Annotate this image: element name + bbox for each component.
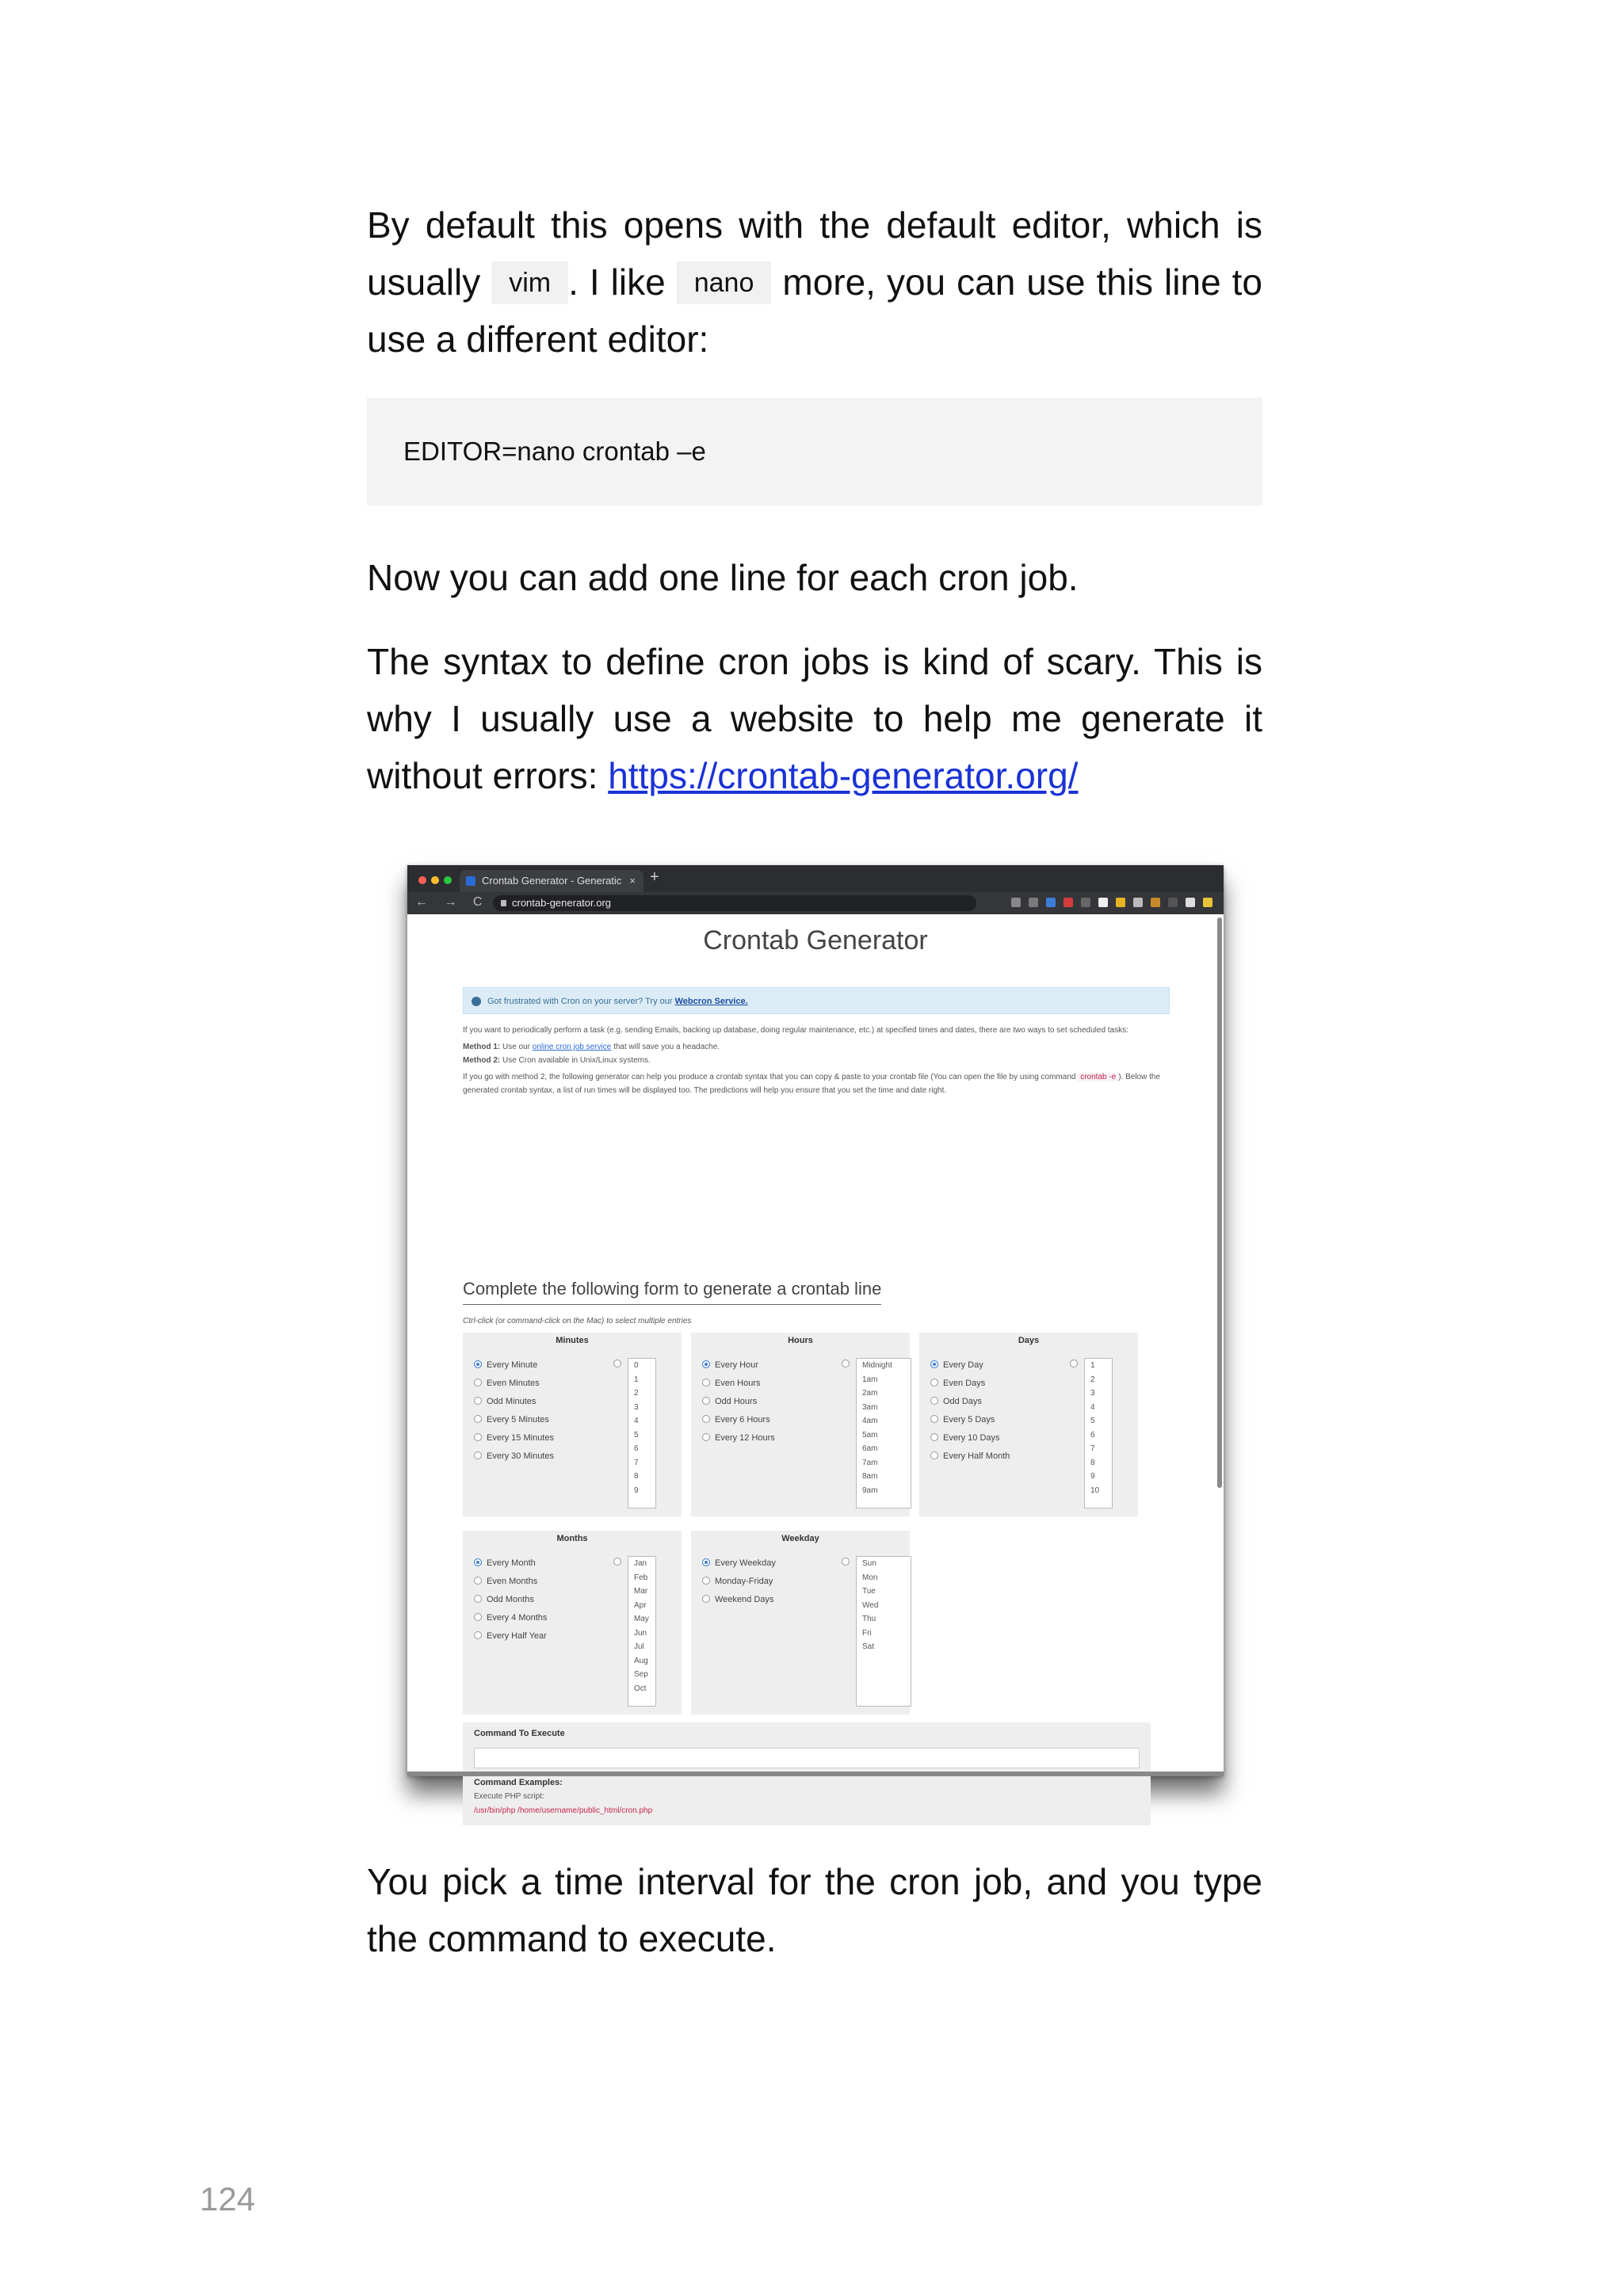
radio-button[interactable] — [930, 1451, 938, 1459]
method-text: Use our — [502, 1043, 531, 1051]
radio-option[interactable] — [702, 1356, 775, 1375]
extension-icon[interactable] — [1046, 898, 1056, 907]
favicon-icon — [466, 876, 475, 886]
list-item[interactable]: 4 — [634, 1417, 639, 1425]
paragraph-text: By default this opens with the default editor, which is usually — [367, 204, 1262, 303]
closing-paragraph: You pick a time interval for the cron job, and you type the command to execute. — [367, 1861, 1262, 1959]
select-specific-radio[interactable] — [613, 1360, 621, 1367]
radio-option[interactable] — [930, 1356, 1010, 1375]
radio-button[interactable] — [474, 1595, 482, 1603]
multi-select-list[interactable] — [628, 1358, 656, 1508]
example-code: /usr/bin/php /home/username/public_html/cron.php — [474, 1806, 653, 1815]
panel-title: Minutes — [556, 1336, 589, 1345]
close-window-icon[interactable] — [418, 876, 426, 884]
radio-button[interactable] — [702, 1577, 710, 1585]
method-label: Method 2: — [463, 1056, 501, 1065]
browser-tab[interactable] — [460, 870, 643, 892]
puzzle-icon[interactable] — [1186, 898, 1195, 907]
method-1 — [463, 1040, 1170, 1054]
browser-tab-bar — [407, 865, 1224, 892]
list-item[interactable]: 8am — [862, 1472, 878, 1481]
list-item[interactable]: 2 — [1090, 1375, 1095, 1384]
browser-toolbar — [407, 892, 1224, 914]
radio-label: Every Minute — [487, 1360, 538, 1370]
radio-options — [474, 1356, 554, 1466]
radio-options — [474, 1554, 547, 1646]
list-item[interactable]: Jul — [634, 1642, 644, 1651]
extension-icon[interactable] — [1116, 898, 1125, 907]
crontab-generator-screenshot — [407, 865, 1224, 1815]
list-item[interactable]: 1 — [1090, 1361, 1095, 1370]
radio-option[interactable] — [474, 1393, 554, 1411]
radio-button[interactable] — [930, 1379, 938, 1386]
radio-button[interactable] — [702, 1595, 710, 1603]
info-icon — [472, 997, 481, 1006]
radio-option[interactable] — [702, 1554, 776, 1573]
days-panel — [919, 1333, 1138, 1516]
radio-label: Odd Days — [943, 1397, 982, 1406]
radio-button[interactable] — [702, 1397, 710, 1405]
radio-label: Every 12 Hours — [715, 1433, 775, 1443]
list-item[interactable]: 9 — [634, 1486, 639, 1495]
list-item[interactable]: Jun — [634, 1628, 647, 1638]
list-item[interactable]: Thu — [862, 1615, 876, 1623]
list-item[interactable]: Wed — [862, 1600, 879, 1610]
minimize-window-icon[interactable] — [431, 876, 439, 884]
radio-label: Every 10 Days — [943, 1433, 1000, 1443]
extension-icon[interactable] — [1151, 898, 1160, 907]
lock-icon — [501, 900, 506, 906]
intro-paragraph — [367, 196, 1262, 368]
multi-select-list[interactable] — [856, 1358, 911, 1508]
extension-icon[interactable] — [1168, 898, 1178, 907]
radio-button[interactable] — [930, 1415, 938, 1423]
radio-button[interactable] — [474, 1415, 482, 1423]
radio-label: Odd Hours — [715, 1397, 758, 1406]
radio-option[interactable] — [474, 1356, 554, 1375]
list-item[interactable]: 5 — [634, 1430, 639, 1440]
list-item[interactable]: 0 — [634, 1361, 639, 1370]
radio-option[interactable] — [474, 1591, 547, 1609]
alert-text: Got frustrated with Cron on your server? Try our — [487, 997, 673, 1006]
select-specific-radio[interactable] — [842, 1558, 850, 1566]
radio-option[interactable] — [474, 1554, 547, 1573]
radio-button[interactable] — [474, 1379, 482, 1386]
months-panel — [463, 1531, 682, 1714]
list-item[interactable]: Sat — [862, 1642, 875, 1651]
intro-p1: If you want to periodically perform a task (e.g. sending Emails, backing up database, doing regular maintenance, etc.) at specified times and dates, there are two ways to set scheduled tasks: — [463, 1026, 1128, 1035]
paragraph-text: more, you can use this line to use a different editor: — [367, 261, 1263, 360]
inline-code-vim: vim — [491, 261, 568, 304]
radio-button[interactable] — [474, 1577, 482, 1585]
list-item[interactable]: 4 — [1090, 1402, 1095, 1412]
paragraph-text: . I like — [568, 261, 666, 303]
radio-button[interactable] — [702, 1433, 710, 1441]
weekday-panel — [691, 1531, 910, 1714]
list-item[interactable]: Sep — [634, 1670, 648, 1679]
star-icon[interactable] — [1011, 898, 1021, 907]
select-specific-radio[interactable] — [613, 1558, 621, 1566]
list-item[interactable]: 7 — [634, 1458, 639, 1467]
intro-text-part: If you go with method 2, the following generator can help you produce a crontab syntax that you can copy & paste to your crontab file (You can open the file by using command — [463, 1073, 1076, 1081]
radio-label: Every Day — [943, 1360, 983, 1370]
nav-buttons[interactable]: ← → C — [415, 895, 489, 909]
radio-option[interactable] — [474, 1609, 547, 1627]
form-title: Complete the following form to generate a crontab line — [463, 1279, 881, 1305]
webpage — [407, 914, 1224, 1815]
extension-icons — [1003, 898, 1212, 910]
intro-text-part: ). Below the generated crontab syntax, a list of run times will be displayed too. The predictions will help you ensure that you set the time and date right. — [463, 1073, 1161, 1095]
radio-label: Every Hour — [715, 1360, 759, 1370]
radio-label: Even Days — [943, 1379, 986, 1388]
radio-button[interactable] — [930, 1433, 938, 1441]
radio-button[interactable] — [930, 1397, 938, 1405]
crontab-generator-link[interactable]: https://crontab-generator.org/ — [608, 755, 1079, 796]
page-title: Crontab Generator — [703, 925, 928, 955]
intro-p3 — [463, 1070, 1170, 1097]
examples-label: Command Examples: — [474, 1778, 563, 1787]
url-text: crontab-generator.org — [512, 897, 612, 909]
radio-button[interactable] — [702, 1415, 710, 1423]
list-item[interactable]: Aug — [634, 1656, 648, 1665]
maximize-window-icon[interactable] — [444, 876, 452, 884]
radio-label: Every Half Month — [943, 1451, 1010, 1461]
list-item[interactable]: 5am — [862, 1430, 878, 1440]
minutes-panel — [463, 1333, 682, 1516]
extension-icon[interactable] — [1133, 898, 1143, 907]
list-item[interactable]: 8 — [634, 1472, 639, 1481]
page-number: 124 — [200, 2180, 256, 2218]
radio-label: Odd Minutes — [487, 1397, 537, 1406]
online-cron-link[interactable]: online cron job service — [532, 1043, 612, 1051]
list-item[interactable]: 6am — [862, 1444, 878, 1453]
radio-label: Every Half Year — [487, 1631, 547, 1641]
radio-option[interactable] — [474, 1447, 554, 1466]
info-alert — [463, 987, 1170, 1014]
radio-label: Odd Months — [487, 1595, 534, 1604]
address-bar[interactable] — [493, 895, 976, 911]
radio-label: Every Weekday — [715, 1558, 776, 1568]
list-item[interactable]: May — [634, 1615, 649, 1623]
list-item[interactable]: 3 — [634, 1402, 639, 1412]
list-item[interactable]: Apr — [634, 1600, 647, 1610]
radio-label: Every Month — [487, 1558, 536, 1568]
list-item[interactable]: 1 — [634, 1375, 639, 1384]
list-item[interactable]: 8 — [1090, 1458, 1095, 1467]
radio-button[interactable] — [702, 1360, 710, 1368]
radio-option[interactable] — [930, 1393, 1010, 1411]
list-item[interactable]: 1am — [862, 1375, 878, 1384]
radio-option[interactable] — [474, 1429, 554, 1447]
inline-code: crontab -e — [1078, 1073, 1118, 1081]
radio-button[interactable] — [474, 1433, 482, 1441]
multi-select-list[interactable] — [628, 1556, 656, 1707]
intro-text — [463, 1024, 1170, 1100]
radio-button[interactable] — [474, 1558, 482, 1566]
radio-option[interactable] — [702, 1411, 775, 1429]
panel-title: Days — [1018, 1336, 1040, 1345]
radio-option[interactable] — [474, 1627, 547, 1646]
radio-option[interactable] — [930, 1429, 1010, 1447]
list-item[interactable]: 5 — [1090, 1417, 1095, 1425]
syntax-paragraph — [367, 633, 1262, 804]
list-item[interactable]: Mon — [862, 1573, 878, 1582]
radio-button[interactable] — [474, 1451, 482, 1459]
radio-label: Every 15 Minutes — [487, 1433, 554, 1443]
method-2 — [463, 1054, 1170, 1067]
radio-button[interactable] — [474, 1360, 482, 1368]
panel-title: Hours — [788, 1336, 813, 1345]
list-item[interactable]: Feb — [634, 1573, 648, 1582]
list-item[interactable]: 9am — [862, 1486, 878, 1495]
radio-option[interactable] — [474, 1411, 554, 1429]
horizontal-scrollbar[interactable] — [407, 1772, 1224, 1776]
radio-button[interactable] — [474, 1631, 482, 1639]
radio-option[interactable] — [930, 1447, 1010, 1466]
radio-options — [702, 1356, 775, 1447]
list-item[interactable]: 7am — [862, 1458, 878, 1467]
list-item[interactable]: 3 — [1090, 1389, 1095, 1398]
select-specific-radio[interactable] — [842, 1360, 850, 1367]
multi-select-list[interactable] — [1084, 1358, 1113, 1508]
radio-option[interactable] — [930, 1375, 1010, 1393]
extension-icon[interactable] — [1064, 898, 1073, 907]
window-controls — [418, 874, 456, 888]
extension-icon[interactable] — [1081, 898, 1090, 907]
radio-button[interactable] — [930, 1360, 938, 1368]
radio-label: Every 5 Minutes — [487, 1415, 549, 1425]
radio-button[interactable] — [474, 1397, 482, 1405]
radio-options — [930, 1356, 1010, 1466]
radio-label: Every 4 Months — [487, 1613, 548, 1623]
list-item[interactable]: 10 — [1090, 1486, 1100, 1495]
radio-label: Every 5 Days — [943, 1415, 995, 1425]
list-item[interactable]: Mar — [634, 1587, 648, 1596]
list-item[interactable]: 2am — [862, 1389, 878, 1398]
shield-icon[interactable] — [1029, 898, 1038, 907]
radio-label: Every 6 Hours — [715, 1415, 770, 1425]
code-block: EDITOR=nano crontab –e — [367, 398, 1262, 505]
radio-option[interactable] — [702, 1591, 776, 1609]
method-text: that will save you a headache. — [613, 1043, 720, 1051]
radio-label: Monday-Friday — [715, 1577, 773, 1586]
radio-option[interactable] — [702, 1375, 775, 1393]
multi-select-list[interactable] — [856, 1556, 911, 1707]
list-item[interactable]: Tue — [862, 1587, 876, 1596]
radio-button[interactable] — [474, 1613, 482, 1621]
radio-option[interactable] — [702, 1429, 775, 1447]
method-text: Use Cron available in Unix/Linux systems. — [502, 1056, 651, 1065]
method-label: Method 1: — [463, 1043, 501, 1051]
radio-label: Weekend Days — [715, 1595, 774, 1604]
list-item[interactable]: 6 — [1090, 1430, 1095, 1440]
list-item[interactable]: 6 — [634, 1444, 639, 1453]
list-item[interactable]: Jan — [634, 1559, 647, 1568]
cron-line-paragraph: Now you can add one line for each cron job. — [367, 557, 1079, 598]
list-item[interactable]: 7 — [1090, 1444, 1095, 1453]
example-caption: Execute PHP script: — [474, 1792, 544, 1801]
list-item[interactable]: 9 — [1090, 1472, 1095, 1481]
radio-label: Even Hours — [715, 1379, 761, 1388]
command-input[interactable] — [474, 1748, 1140, 1768]
radio-option[interactable] — [702, 1393, 775, 1411]
radio-label: Even Months — [487, 1577, 538, 1586]
radio-option[interactable] — [702, 1573, 776, 1591]
command-label: Command To Execute — [474, 1729, 565, 1738]
list-item[interactable]: Oct — [634, 1684, 647, 1693]
panel-title: Weekday — [781, 1534, 819, 1543]
list-item[interactable]: Midnight — [862, 1361, 892, 1370]
extension-icon[interactable] — [1098, 898, 1108, 907]
radio-option[interactable] — [474, 1573, 547, 1591]
new-tab-button[interactable]: + — [650, 868, 659, 886]
hours-panel — [691, 1333, 910, 1516]
radio-options — [702, 1554, 776, 1609]
tab-close-icon[interactable]: × — [629, 875, 636, 887]
multi-select-hint: Ctrl-click (or command-click on the Mac) to select multiple entries — [463, 1317, 692, 1325]
radio-label: Even Minutes — [487, 1379, 540, 1388]
list-item[interactable]: 2 — [634, 1389, 639, 1398]
radio-option[interactable] — [474, 1375, 554, 1393]
tab-title: Crontab Generator - Generatic — [482, 875, 622, 887]
radio-label: Every 30 Minutes — [487, 1451, 554, 1461]
list-item[interactable]: 3am — [862, 1402, 878, 1412]
select-specific-radio[interactable] — [1070, 1360, 1078, 1367]
radio-button[interactable] — [702, 1379, 710, 1386]
list-item[interactable]: 4am — [862, 1417, 878, 1425]
extension-icon[interactable] — [1203, 898, 1212, 907]
webcron-link[interactable]: Webcron Service. — [674, 997, 748, 1006]
paragraph-text: The syntax to define cron jobs is kind of scary. This is why I usually use a website to help me generate it without errors: — [367, 641, 1262, 796]
radio-option[interactable] — [930, 1411, 1010, 1429]
inline-code-nano: nano — [677, 261, 772, 304]
radio-button[interactable] — [702, 1558, 710, 1566]
list-item[interactable]: Sun — [862, 1559, 876, 1568]
panel-title: Months — [556, 1534, 588, 1543]
list-item[interactable]: Fri — [862, 1628, 872, 1638]
